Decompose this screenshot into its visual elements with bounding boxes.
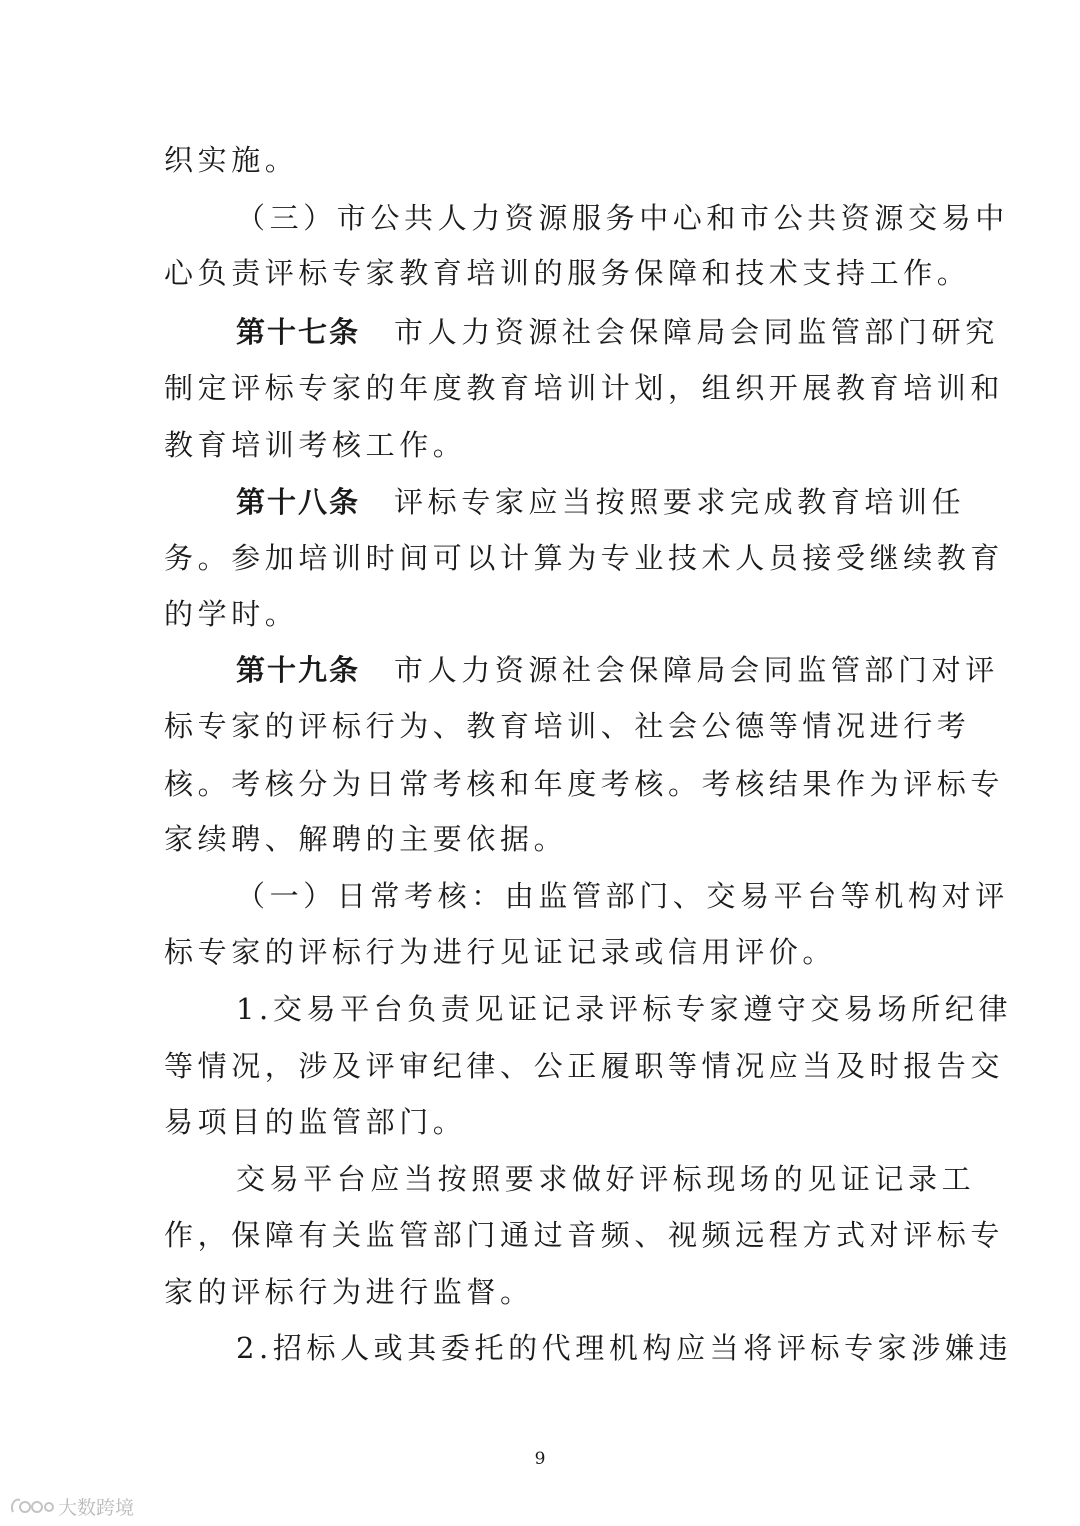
line-text: 心负责评标专家教育培训的服务保障和技术支持工作。 xyxy=(164,256,971,290)
line-text: 市人力资源社会保障局会同监管部门研究 xyxy=(394,315,999,349)
text-line xyxy=(236,876,1009,916)
line-text: 务。参加培训时间可以计算为专业技术人员接受继续教育 xyxy=(164,541,1005,575)
article-line xyxy=(236,482,966,522)
line-text: 核。考核分为日常考核和年度考核。考核结果作为评标专 xyxy=(164,767,1005,801)
line-text: 作，保障有关监管部门通过音频、视频远程方式对评标专 xyxy=(164,1218,1005,1252)
text-line xyxy=(236,989,1013,1029)
text-line xyxy=(164,764,1005,804)
text-line xyxy=(164,706,971,746)
line-text: 织实施。 xyxy=(164,143,299,177)
text-line xyxy=(236,1328,1013,1368)
text-line xyxy=(164,140,924,180)
line-text: 标专家的评标行为进行见证记录或信用评价。 xyxy=(164,935,837,969)
text-line xyxy=(164,253,971,293)
text-line xyxy=(164,538,1005,578)
line-text: （三）市公共人力资源服务中心和市公共资源交易中 xyxy=(236,201,1009,235)
article-line xyxy=(236,312,999,352)
text-line xyxy=(164,425,924,465)
text-line xyxy=(164,932,924,972)
line-text: 制定评标专家的年度教育培训计划，组织开展教育培训和 xyxy=(164,371,1005,405)
line-text: 家的评标行为进行监督。 xyxy=(164,1275,534,1309)
watermark-logo-icon xyxy=(8,1494,54,1518)
text-line xyxy=(164,368,1005,408)
line-text: 的学时。 xyxy=(164,597,299,631)
article-heading: 第十九条 xyxy=(236,653,361,687)
watermark xyxy=(8,1492,134,1520)
text-line xyxy=(164,594,924,634)
text-line xyxy=(164,1272,924,1312)
line-text: 2.招标人或其委托的代理机构应当将评标专家涉嫌违 xyxy=(236,1331,1013,1365)
line-text: 等情况，涉及评审纪律、公正履职等情况应当及时报告交 xyxy=(164,1049,1005,1083)
line-text: 标专家的评标行为、教育培训、社会公德等情况进行考 xyxy=(164,709,971,743)
article-line xyxy=(236,650,999,690)
line-text: 评标专家应当按照要求完成教育培训任 xyxy=(394,485,966,519)
page-number: 9 xyxy=(534,1449,546,1469)
line-text: 教育培训考核工作。 xyxy=(164,428,467,462)
line-text: 1.交易平台负责见证记录评标专家遵守交易场所纪律 xyxy=(236,992,1013,1026)
line-text: 市人力资源社会保障局会同监管部门对评 xyxy=(394,653,999,687)
text-line xyxy=(164,1046,1005,1086)
text-line xyxy=(236,1159,976,1199)
line-text: 家续聘、解聘的主要依据。 xyxy=(164,822,568,856)
line-text: 交易平台应当按照要求做好评标现场的见证记录工 xyxy=(236,1162,976,1196)
text-line xyxy=(164,819,924,859)
watermark-text: 大数跨境 xyxy=(58,1496,135,1519)
line-text: （一）日常考核：由监管部门、交易平台等机构对评 xyxy=(236,879,1009,913)
article-heading: 第十七条 xyxy=(236,315,361,349)
text-line xyxy=(164,1215,1005,1255)
text-line xyxy=(164,1102,924,1142)
line-text: 易项目的监管部门。 xyxy=(164,1105,467,1139)
text-line xyxy=(236,198,1009,238)
article-heading: 第十八条 xyxy=(236,485,361,519)
